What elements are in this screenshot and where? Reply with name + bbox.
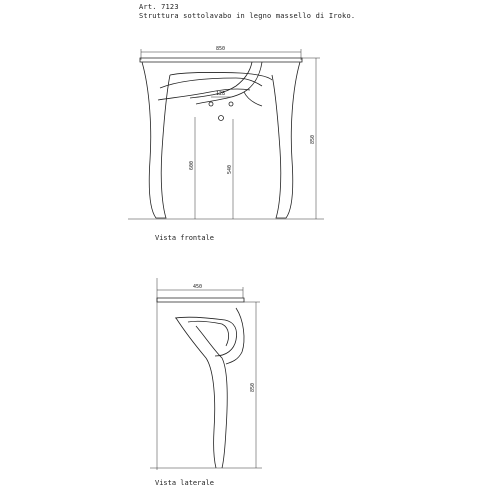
article-number: Art. 7123 xyxy=(139,3,179,11)
height-540-label: 540 xyxy=(227,164,233,174)
side-view-caption: Vista laterale xyxy=(155,479,215,487)
width-label: 850 xyxy=(216,46,226,52)
front-basin-bottom xyxy=(158,89,250,100)
side-height-label: 850 xyxy=(250,382,256,392)
article-description: Struttura sottolavabo in legno massello di Iroko. xyxy=(139,12,356,20)
front-branch-inner xyxy=(196,62,262,104)
front-countertop xyxy=(140,58,302,62)
side-basin-outer xyxy=(175,317,237,356)
tap-hole-left xyxy=(209,102,213,106)
side-trunk-back xyxy=(196,326,227,468)
height-850-label: 850 xyxy=(310,134,316,144)
front-view-caption: Vista frontale xyxy=(155,234,215,242)
front-branch-stem xyxy=(244,92,262,106)
depth-label: 450 xyxy=(193,284,203,290)
front-basin-inner xyxy=(160,78,262,88)
drain-hole xyxy=(219,116,224,121)
hole-spacing-label: 128 xyxy=(216,91,226,97)
side-countertop xyxy=(157,298,244,302)
height-600-label: 600 xyxy=(189,160,195,170)
front-left-leg xyxy=(142,62,170,218)
front-view-drawing xyxy=(128,46,324,219)
side-trunk-front xyxy=(176,318,216,468)
tap-hole-right xyxy=(229,102,233,106)
side-view-drawing xyxy=(150,278,262,470)
front-right-leg xyxy=(272,62,300,218)
